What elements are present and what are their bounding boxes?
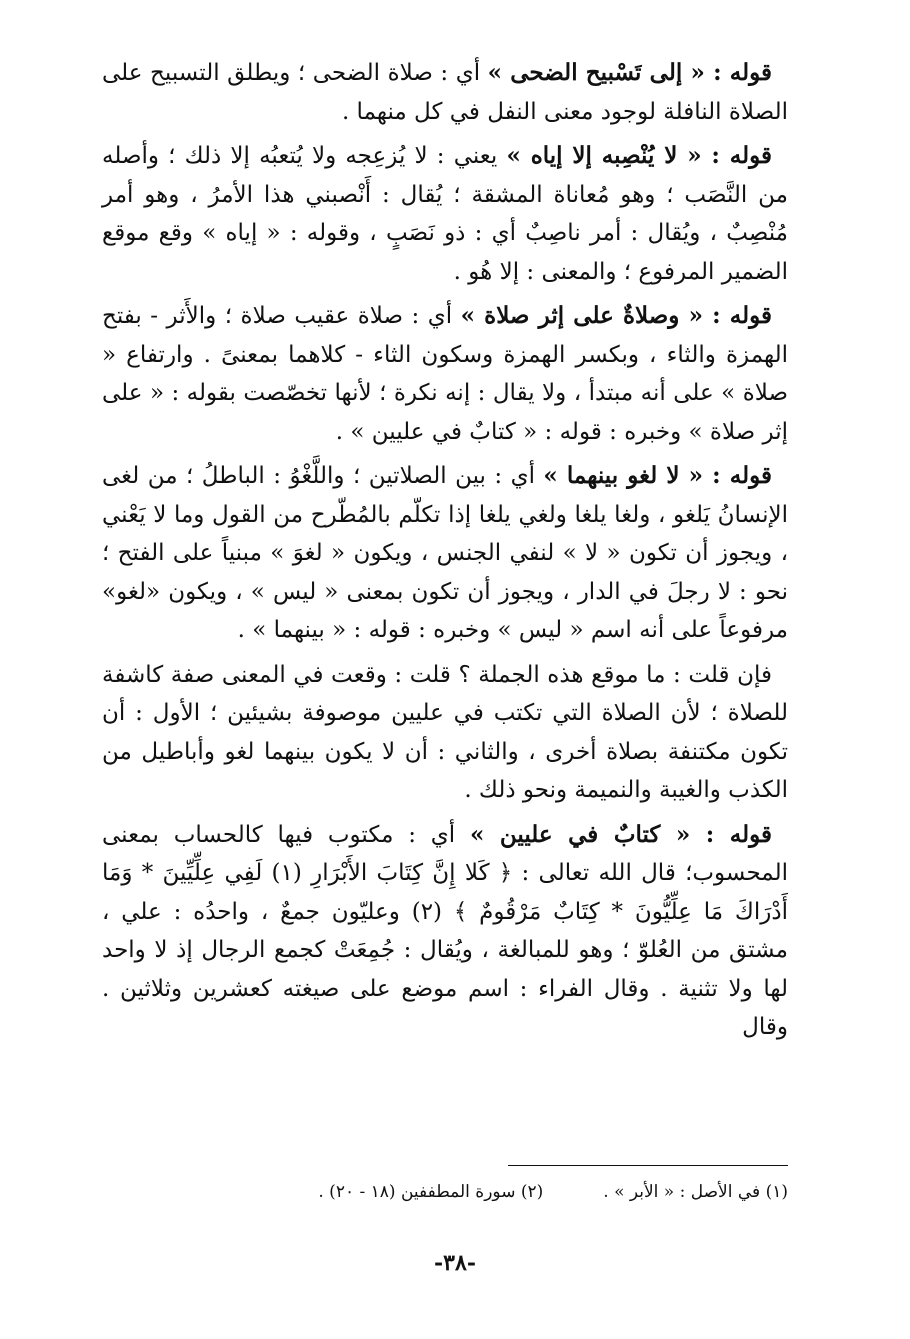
paragraph-text: أي : صلاة عقيب صلاة ؛ والأَثر - بفتح الهمزة والثاء ، وبكسر الهمزة وسكون الثاء - كلاهما بمعنىً . وارتفاع « صلاة » على أنه مبتدأ ، ولا يقال : إنه نكرة ؛ لأنها تخصّصت بقوله : « على إثر صلاة » وخبره : قوله : « كتابٌ في عليين » . xyxy=(102,303,788,445)
paragraph-2 xyxy=(102,137,788,291)
paragraph-lead: قوله : « لا يُنْصِبه إلا إياه » xyxy=(506,142,773,169)
paragraph-1 xyxy=(102,54,788,131)
paragraph-5 xyxy=(102,656,788,810)
paragraph-text: أي : صلاة الضحى ؛ ويطلق التسبيح على الصلاة النافلة لوجود معنى النفل في كل منهما . xyxy=(102,60,788,125)
paragraph-6 xyxy=(102,816,788,1047)
footnotes xyxy=(228,1182,788,1202)
paragraph-text: فإن قلت : ما موقع هذه الجملة ؟ قلت : وقعت في المعنى صفة كاشفة للصلاة ؛ لأن الصلاة التي تكتب في عليين موصوفة بشيئين ؛ الأول : أن تكون مكتنفة بصلاة أخرى ، والثاني : أن لا يكون بينهما لغو وأباطيل من الكذب والغيبة والنميمة ونحو ذلك . xyxy=(102,661,788,803)
paragraph-lead: قوله : « كتابٌ في عليين » xyxy=(470,820,772,848)
paragraph-4 xyxy=(102,457,788,650)
footnote-2: (٢) سورة المطففين (١٨ - ٢٠) . xyxy=(318,1182,544,1202)
paragraph-lead: قوله : « لا لغو بينهما » xyxy=(543,462,772,489)
paragraph-text: أي : مكتوب فيها كالحساب بمعنى المحسوب؛ قال الله تعالى : ﴿ كَلا إِنَّ كِتَابَ الأَبْرَارِ (١) لَفِي عِلِّيِّينَ * وَمَا أَدْرَاكَ مَا عِلِّيُّونَ * كِتَابٌ مَرْقُومٌ ﴾ (٢) وعليّون جمعٌ ، واحدُه : علي ، مشتق من العُلوّ ؛ وهو للمبالغة ، ويُقال : جُمِعَتْ كجمع الرجال إذ لا واحد لها ولا تثنية . وقال الفراء : اسم موضع على صيغته كعشرين وثلاثين . وقال xyxy=(102,821,788,1040)
footnote-1: (١) في الأصل : « الأبر » . xyxy=(603,1182,788,1202)
page-number: -٣٨- xyxy=(434,1250,476,1276)
paragraph-text: أي : بين الصلاتين ؛ واللَّغْوُ : الباطلُ ؛ من لغى الإنسانُ يَلغو ، ولغا يلغا ولغي يلغا إذا تكلّم بالمُطّرح من القول وما لا يَعْني ، ويجوز أن تكون « لا » لنفي الجنس ، ويكون « لغوَ » مبنياً على الفتح ؛ نحو : لا رجلَ في الدار ، ويجوز أن تكون بمعنى « ليس » ، ويكون «لغو» مرفوعاً على أنه اسم « ليس » وخبره : قوله : « بينهما » . xyxy=(102,463,788,643)
footnote-divider xyxy=(508,1165,788,1166)
paragraph-3 xyxy=(102,297,788,451)
paragraph-lead: قوله : « إلى تَسْبيح الضحى » xyxy=(487,59,773,86)
paragraph-lead: قوله : « وصلاةٌ على إثر صلاة » xyxy=(460,302,773,329)
paragraph-text: يعني : لا يُزعِجه ولا يُتعبُه إلا ذلك ؛ وأصله من النَّصَب ؛ وهو مُعاناة المشقة ؛ يُقال : أَنْصبني هذا الأمرُ ، وهو أمر مُنْصِبٌ ، ويُقال : أمر ناصِبٌ أي : ذو نَصَبٍ ، وقوله : « إياه » وقع موقع الضمير المرفوع ؛ والمعنى : إلا هُو . xyxy=(102,143,788,285)
page-body xyxy=(102,54,788,1053)
